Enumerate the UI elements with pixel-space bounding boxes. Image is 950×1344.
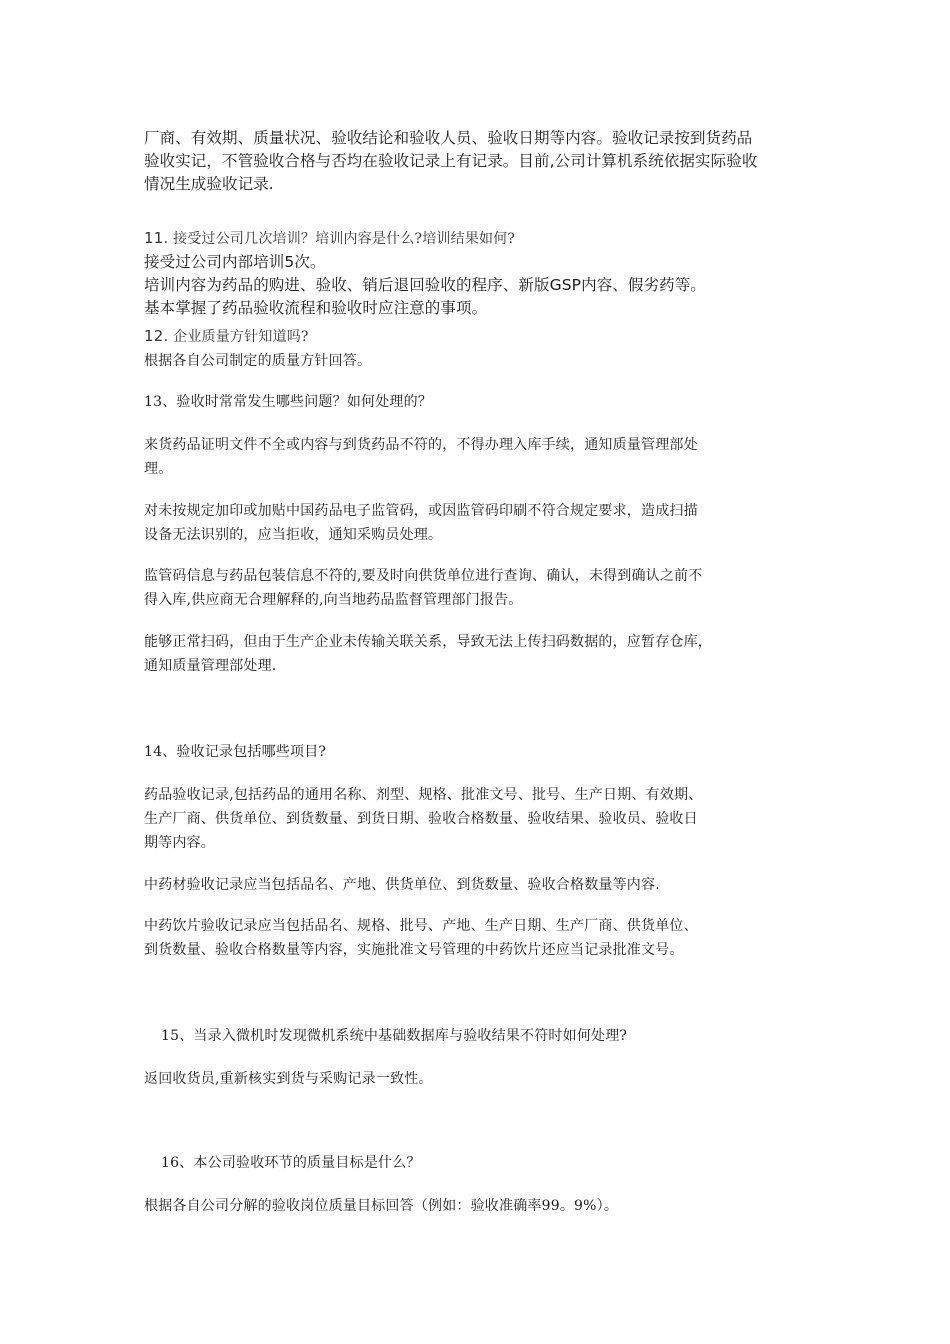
answer-13-paragraph: 对未按规定加印或加贴中国药品电子监管码，或因监管码印刷不符合规定要求，造成扫描 设备无法识别的，应当拒收，通知采购员处理。 (144, 503, 698, 543)
intro-paragraph (144, 127, 812, 196)
question-number: 11. (144, 229, 169, 247)
question-text: 企业质量方针知道吗? (173, 329, 309, 345)
question-16: 16、本公司验收环节的质量目标是什么？ (161, 1155, 421, 1171)
question-12 (144, 324, 812, 349)
answer-13-paragraph: 能够正常扫码，但由于生产企业未传输关联关系，导致无法上传扫码数据的，应暂存仓库， 通知质量管理部处理. (144, 634, 712, 674)
answer-line: 基本掌握了药品验收流程和验收时应注意的事项。 (144, 299, 488, 317)
answer-14-paragraph: 药品验收记录,包括药品的通用名称、剂型、规格、批准文号、批号、生产日期、有效期、 生产厂商、供货单位、到货数量、到货日期、验收合格数量、验收结果、验收员、验收日 期等内容。 (144, 787, 703, 851)
answer-13-paragraph: 来货药品证明文件不全或内容与到货药品不符的，不得办理入库手续，通知质量管理部处 理。 (144, 437, 698, 477)
question-11 (144, 226, 812, 251)
text-line: 验收实记，不管验收合格与否均在验收记录上有记录。目前,公司计算机系统依据实际验收 (144, 152, 758, 170)
question-number: 12. (144, 327, 169, 345)
answer-14-paragraph: 中药材验收记录应当包括品名、产地、供货单位、到货数量、验收合格数量等内容. (144, 877, 660, 893)
answer-12: 根据各自公司制定的质量方针回答。 (144, 353, 372, 369)
text-line: 厂商、有效期、质量状况、验收结论和验收人员、验收日期等内容。验收记录按到货药品 (144, 129, 753, 147)
question-15: 15、当录入微机时发现微机系统中基础数据库与验收结果不符时如何处理? (161, 1028, 628, 1044)
answer-16: 根据各自公司分解的验收岗位质量目标回答（例如：验收准确率99。9%）。 (144, 1198, 619, 1214)
answer-15: 返回收货员,重新核实到货与采购记录一致性。 (144, 1071, 433, 1087)
answer-14-paragraph: 中药饮片验收记录应当包括品名、规格、批号、产地、生产日期、生产厂商、供货单位、 到货数量、验收合格数量等内容，实施批准文号管理的中药饮片还应当记录批准文号。 (144, 918, 698, 958)
answer-line: 接受过公司内部培训5次。 (144, 253, 326, 271)
question-text: 接受过公司几次培训？培训内容是什么?培训结果如何? (173, 231, 516, 247)
question-14: 14、验收记录包括哪些项目? (144, 744, 327, 760)
question-13: 13、验收时常常发生哪些问题？如何处理的？ (144, 394, 433, 410)
answer-13-paragraph: 监管码信息与药品包装信息不符的,要及时向供货单位进行查询、确认，未得到确认之前不 得入库,供应商无合理解释的,向当地药品监督管理部门报告。 (144, 568, 703, 608)
text-line: 情况生成验收记录. (144, 175, 274, 193)
answer-line: 培训内容为药品的购进、验收、销后退回验收的程序、新版GSP内容、假劣药等。 (144, 276, 706, 294)
answer-11 (144, 251, 812, 320)
